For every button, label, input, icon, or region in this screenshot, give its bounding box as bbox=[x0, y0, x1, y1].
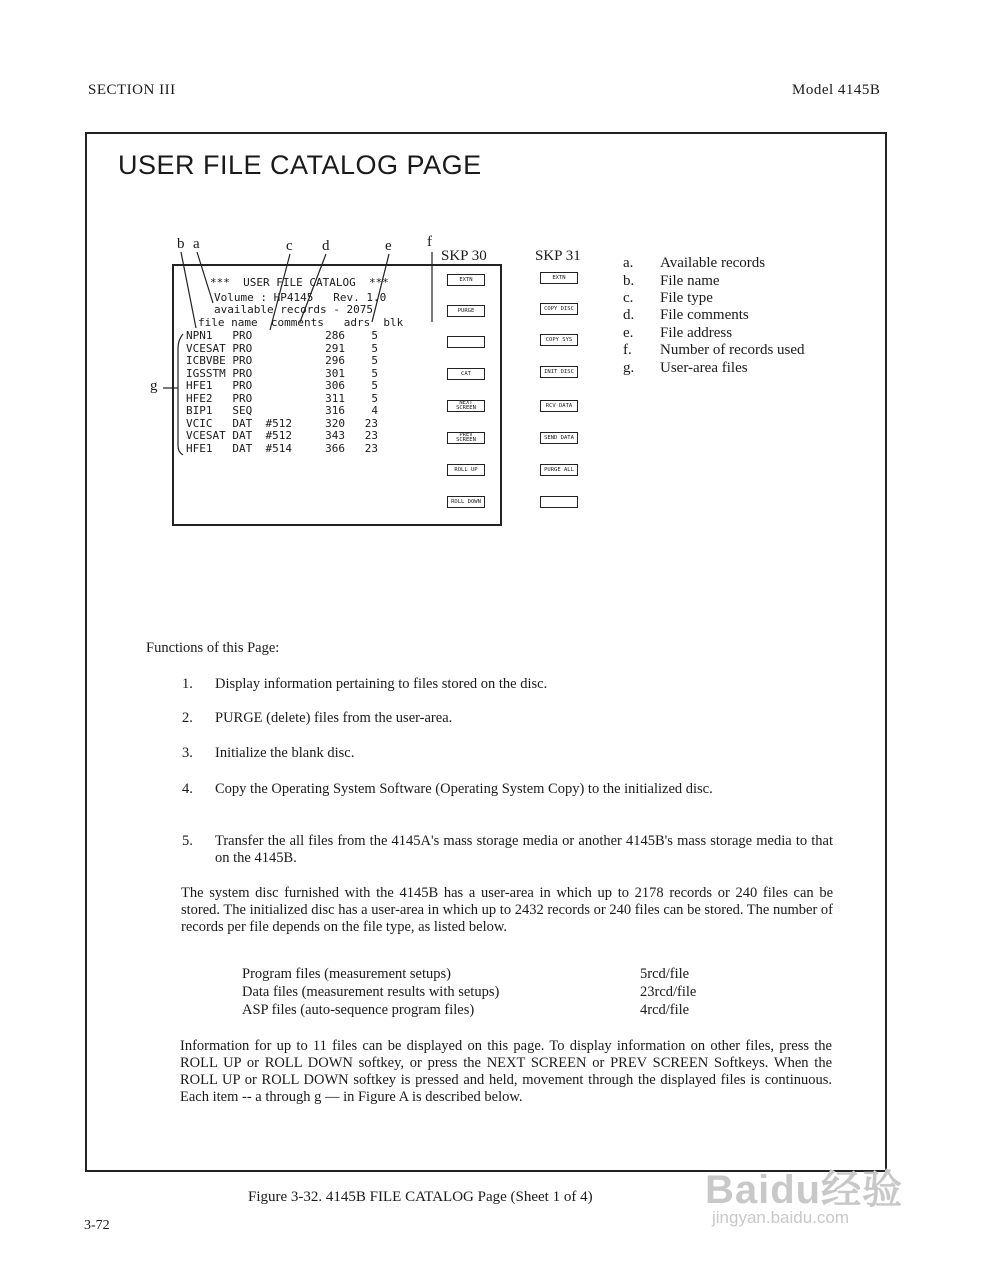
callout-letter-g: g bbox=[150, 378, 158, 394]
page-number: 3-72 bbox=[84, 1218, 110, 1233]
file-type-name: Program files (measurement setups) bbox=[242, 966, 451, 982]
softkey-blank[interactable] bbox=[447, 336, 485, 348]
paragraph-user-area: The system disc furnished with the 4145B has a user-area in which up to 2178 records or 240 files can be stored. The initialized disc has a user-area in which up to 2432 records or 240 files can be stored. The number of records per file depends on the file type, as listed below. bbox=[181, 885, 833, 935]
section-label: SECTION III bbox=[88, 82, 176, 98]
file-type-name: Data files (measurement results with setups) bbox=[242, 984, 500, 1000]
softkey-init-disc[interactable]: INIT DISC bbox=[540, 366, 578, 378]
catalog-screen bbox=[172, 264, 502, 526]
callout-letter-c: c bbox=[286, 238, 293, 254]
softkey-extn-2[interactable]: EXTN bbox=[540, 272, 578, 284]
screen-file-row: HFE2 PRO 311 5 bbox=[186, 391, 379, 405]
callout-letter-d: d bbox=[322, 238, 330, 254]
softkey-roll-up[interactable]: ROLL UP bbox=[447, 464, 485, 476]
screen-file-row: ICBVBE PRO 296 5 bbox=[186, 354, 379, 367]
screen-file-row: VCESAT DAT #512 343 23 bbox=[186, 429, 379, 442]
softkey-purge-all[interactable]: PURGE ALL bbox=[540, 464, 578, 476]
callout-letter-b: b bbox=[177, 236, 185, 252]
softkey-extn[interactable]: EXTN bbox=[447, 274, 485, 286]
function-text: Copy the Operating System Software (Operating System Copy) to the initialized disc. bbox=[215, 781, 713, 797]
softkey-purge[interactable]: PURGE bbox=[447, 305, 485, 317]
softkey-roll-down[interactable]: ROLL DOWN bbox=[447, 496, 485, 508]
callout-letter-f: f bbox=[427, 234, 432, 250]
function-number: 2. bbox=[182, 710, 193, 726]
screen-file-row: VCESAT PRO 291 5 bbox=[186, 341, 379, 355]
figure-caption: Figure 3-32. 4145B FILE CATALOG Page (Sheet 1 of 4) bbox=[248, 1189, 593, 1205]
screen-file-row: HFE1 DAT #514 366 23 bbox=[186, 441, 379, 455]
softkey-prev-screen[interactable]: PREV SCREEN bbox=[447, 432, 485, 444]
softkey-rcv-data[interactable]: RCV DATA bbox=[540, 400, 578, 412]
file-type-size: 23rcd/file bbox=[640, 984, 697, 1000]
callout-letter-e: e bbox=[385, 238, 392, 254]
screen-file-row: IGSSTM PRO 301 5 bbox=[186, 366, 379, 380]
watermark-url: jingyan.baidu.com bbox=[712, 1208, 850, 1227]
softkey-next-screen[interactable]: NEXT SCREEN bbox=[447, 400, 485, 412]
softkey-cat[interactable]: CAT bbox=[447, 368, 485, 380]
screen-file-row: VCIC DAT #512 320 23 bbox=[186, 416, 379, 430]
function-text: Initialize the blank disc. bbox=[215, 745, 355, 761]
softkey-copy-sys[interactable]: COPY SYS bbox=[540, 334, 578, 346]
file-type-size: 5rcd/file bbox=[640, 966, 690, 982]
screen-file-row: NPN1 PRO 286 5 bbox=[186, 329, 379, 342]
function-text: Transfer the all files from the 4145A's mass storage media or another 4145B's mass storage media to that on the 4145B. bbox=[215, 833, 833, 866]
function-text: Display information pertaining to files stored on the disc. bbox=[215, 676, 548, 692]
page-title: USER FILE CATALOG PAGE bbox=[118, 150, 482, 180]
screen-title: *** USER FILE CATALOG *** bbox=[210, 276, 389, 289]
function-text: PURGE (delete) files from the user-area. bbox=[215, 710, 453, 726]
function-number: 5. bbox=[182, 833, 193, 849]
function-number: 4. bbox=[182, 781, 193, 797]
screen-file-row: BIP1 SEQ 316 4 bbox=[186, 404, 379, 417]
softkey-blank-2[interactable] bbox=[540, 496, 578, 508]
screen-volume: Volume : HP4145 Rev. 1.0 bbox=[214, 291, 387, 304]
paragraph-display-info: Information for up to 11 files can be displayed on this page. To display information on other files, press the ROLL UP or ROLL DOWN softkey, or press the NEXT SCREEN or PREV SCREEN Softkeys. When the ROLL UP or ROLL DOWN softkey is pressed and held, movement through the displayed files is continuous. Each item -- a through g — in Figure A is described below. bbox=[180, 1038, 832, 1105]
model-label: Model 4145B bbox=[792, 82, 881, 98]
screen-file-row: HFE1 PRO 306 5 bbox=[186, 379, 379, 392]
function-number: 1. bbox=[182, 676, 193, 692]
function-number: 3. bbox=[182, 745, 193, 761]
skp30-label: SKP 30 bbox=[441, 248, 487, 264]
callout-letter-a: a bbox=[193, 236, 200, 252]
screen-available-records: available records - 2075 bbox=[214, 303, 373, 316]
file-type-name: ASP files (auto-sequence program files) bbox=[242, 1002, 475, 1018]
skp31-label: SKP 31 bbox=[535, 248, 581, 264]
watermark-logo: Baidu经验 bbox=[705, 1168, 904, 1212]
softkey-copy-disc[interactable]: COPY DISC bbox=[540, 303, 578, 315]
functions-heading: Functions of this Page: bbox=[146, 640, 280, 656]
softkey-send-data[interactable]: SEND DATA bbox=[540, 432, 578, 444]
screen-column-header: file name comments adrs blk bbox=[198, 316, 404, 329]
file-type-size: 4rcd/file bbox=[640, 1002, 690, 1018]
